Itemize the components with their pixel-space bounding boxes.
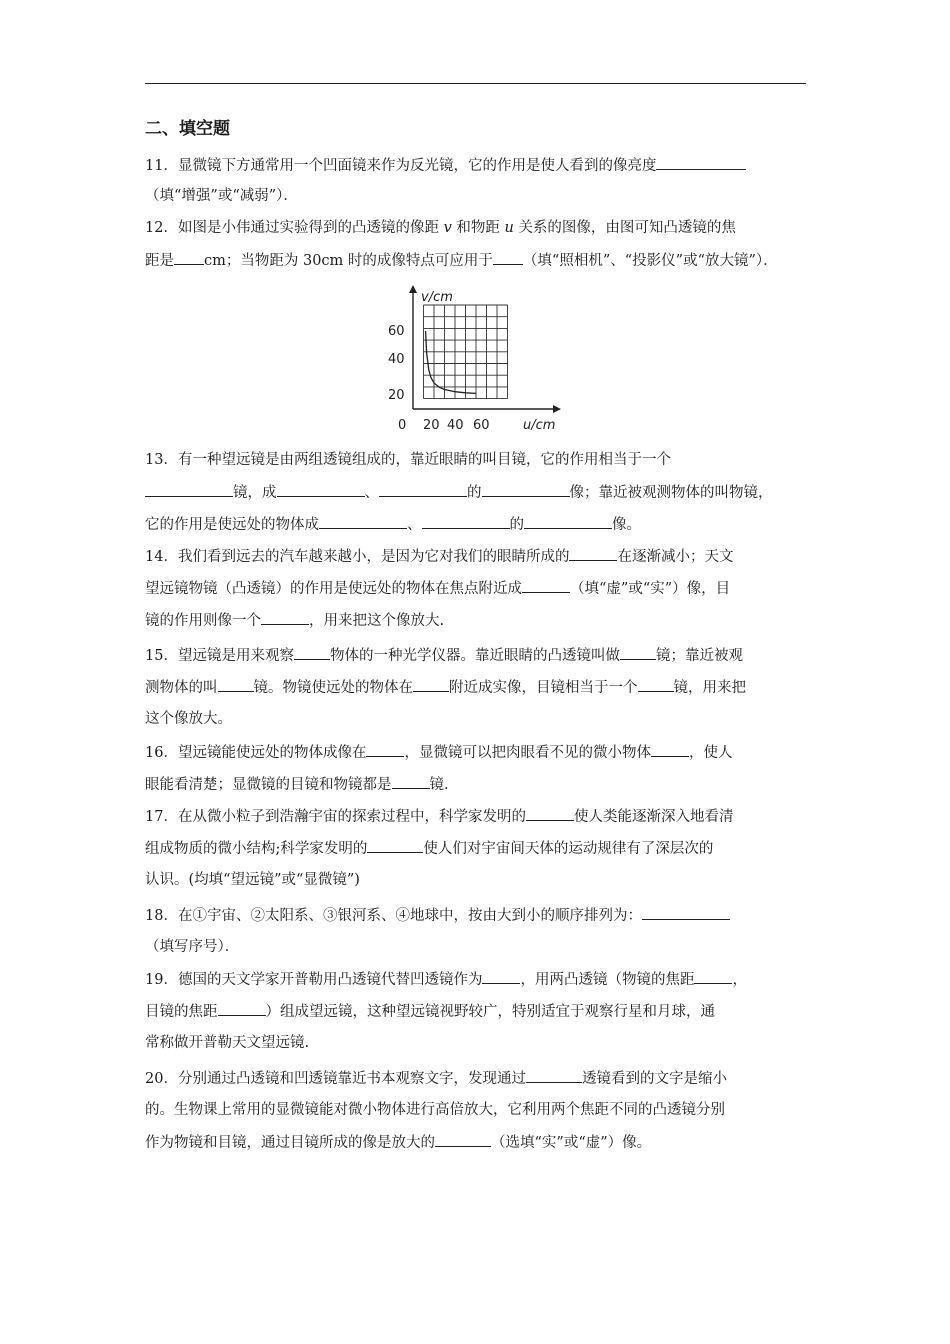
q18-blank[interactable]	[642, 905, 730, 920]
q15-blank-1[interactable]	[294, 645, 330, 660]
q15-line-1: 15．望远镜是用来观察 物体的一种光学仪器。靠近眼睛的凸透镜叫做 镜；靠近被观	[145, 645, 743, 666]
q13-blank-5[interactable]	[319, 514, 407, 529]
x-tick-0: 0	[398, 418, 407, 433]
q13-line-1: 13．有一种望远镜是由两组透镜组成的，靠近眼睛的叫目镜，它的作用相当于一个	[145, 452, 671, 468]
q13-blank-7[interactable]	[524, 514, 612, 529]
y-axis-label: v/cm	[421, 290, 453, 305]
q15-line-2: 测物体的叫 镜。物镜使远处的物体在 附近成实像，目镜相当于一个 镜，用来把	[145, 677, 746, 698]
q20-line-1: 20．分别通过凸透镜和凹透镜靠近书本观察文字，发现通过 透镜看到的文字是缩小	[145, 1068, 727, 1089]
q19-blank-3[interactable]	[218, 1001, 266, 1016]
x-axis-label: u/cm	[523, 418, 556, 433]
q17-blank-1[interactable]	[526, 806, 574, 821]
q13-blank-3[interactable]	[379, 482, 467, 497]
q12-blank-1[interactable]	[174, 250, 204, 265]
q19-line-3: 常称做开普勒天文望远镜.	[145, 1035, 310, 1051]
y-axis-arrow	[409, 285, 417, 293]
lens-graph	[385, 283, 565, 435]
x-axis-arrow	[553, 405, 561, 413]
q15-blank-4[interactable]	[413, 677, 449, 692]
x-tick-40: 40	[447, 418, 464, 433]
q15-blank-2[interactable]	[620, 645, 656, 660]
q16-blank-2[interactable]	[651, 742, 689, 757]
x-tick-60: 60	[473, 418, 490, 433]
q12-blank-2[interactable]	[493, 250, 523, 265]
q11-line-2: （填“增强”或“减弱”）．	[145, 188, 298, 204]
q17-line-3: 认识。(均填“望远镜”或“显微镜”)	[145, 872, 360, 888]
x-tick-20: 20	[423, 418, 440, 433]
q18-line-1: 18．在①宇宙、②太阳系、③银河系、④地球中，按由大到小的顺序排列为：	[145, 905, 730, 926]
q17-blank-2[interactable]	[367, 838, 423, 853]
q18-line-2: （填写序号）．	[145, 939, 240, 955]
y-tick-40: 40	[388, 352, 405, 367]
header-rule	[145, 83, 806, 84]
q19-blank-2[interactable]	[694, 969, 732, 984]
q16-line-2: 眼能看清楚；显微镜的目镜和物镜都是 镜.	[145, 774, 449, 795]
q15-blank-5[interactable]	[638, 677, 674, 692]
q13-blank-1[interactable]	[145, 482, 233, 497]
q13-blank-4[interactable]	[482, 482, 570, 497]
q11-line-1: 11．显微镜下方通常用一个凹面镜来作为反光镜，它的作用是使人看到的像亮度	[145, 155, 746, 176]
q16-line-1: 16．望远镜能使远处的物体成像在 ，显微镜可以把肉眼看不见的微小物体 ，使人	[145, 742, 732, 763]
q13-blank-2[interactable]	[277, 482, 365, 497]
q17-line-2: 组成物质的微小结构;科学家发明的 使人们对宇宙间天体的运动规律有了深层次的	[145, 838, 713, 859]
q19-line-1: 19．德国的天文学家开普勒用凸透镜代替凹透镜作为 ，用两凸透镜（物镜的焦距 ，	[145, 969, 747, 990]
q11-blank[interactable]	[656, 155, 746, 170]
q13-line-2: 镜，成 、 的 像；靠近被观测物体的叫物镜，	[145, 482, 773, 503]
q20-line-2: 的。生物课上常用的显微镜能对微小物体进行高倍放大，它利用两个焦距不同的凸透镜分别	[145, 1102, 725, 1118]
section-title: 二、填空题	[145, 119, 230, 139]
q14-blank-1[interactable]	[569, 546, 617, 561]
q14-line-3: 镜的作用则像一个 ，用来把这个像放大.	[145, 610, 444, 631]
q14-blank-2[interactable]	[522, 578, 570, 593]
q19-blank-1[interactable]	[482, 969, 520, 984]
y-tick-20: 20	[388, 388, 405, 403]
q16-blank-3[interactable]	[392, 774, 430, 789]
q14-blank-3[interactable]	[261, 610, 309, 625]
q14-line-1: 14．我们看到远去的汽车越来越小，是因为它对我们的眼睛所成的 在逐渐减小；天文	[145, 546, 733, 567]
y-tick-60: 60	[388, 324, 405, 339]
q20-line-3: 作为物镜和目镜，通过目镜所成的像是放大的 （选填“实”或“虚”）像。	[145, 1132, 651, 1153]
q15-line-3: 这个像放大。	[145, 711, 232, 727]
q13-blank-6[interactable]	[422, 514, 510, 529]
q15-blank-3[interactable]	[218, 677, 254, 692]
q19-line-2: 目镜的焦距 ）组成望远镜，这种望远镜视野较广，特别适宜于观察行星和月球，通	[145, 1001, 715, 1022]
q12-line-2: 距是 cm；当物距为 30cm 时的成像特点可应用于 （填“照相机”、“投影仪”或“放大镜”）．	[145, 250, 778, 271]
q13-line-3: 它的作用是使远处的物体成 、 的 像。	[145, 514, 641, 535]
q14-line-2: 望远镜物镜（凸透镜）的作用是使远处的物体在焦点附近成 （填“虚”或“实”）像，目	[145, 578, 730, 599]
q17-line-1: 17．在从微小粒子到浩瀚宇宙的探索过程中，科学家发明的 使人类能逐渐深入地看清	[145, 806, 733, 827]
q20-blank-2[interactable]	[435, 1132, 491, 1147]
q16-blank-1[interactable]	[366, 742, 404, 757]
q12-line-1: 12．如图是小伟通过实验得到的凸透镜的像距 v 和物距 u 关系的图像，由图可知凸透镜的焦	[145, 220, 736, 236]
q20-blank-1[interactable]	[526, 1068, 582, 1083]
